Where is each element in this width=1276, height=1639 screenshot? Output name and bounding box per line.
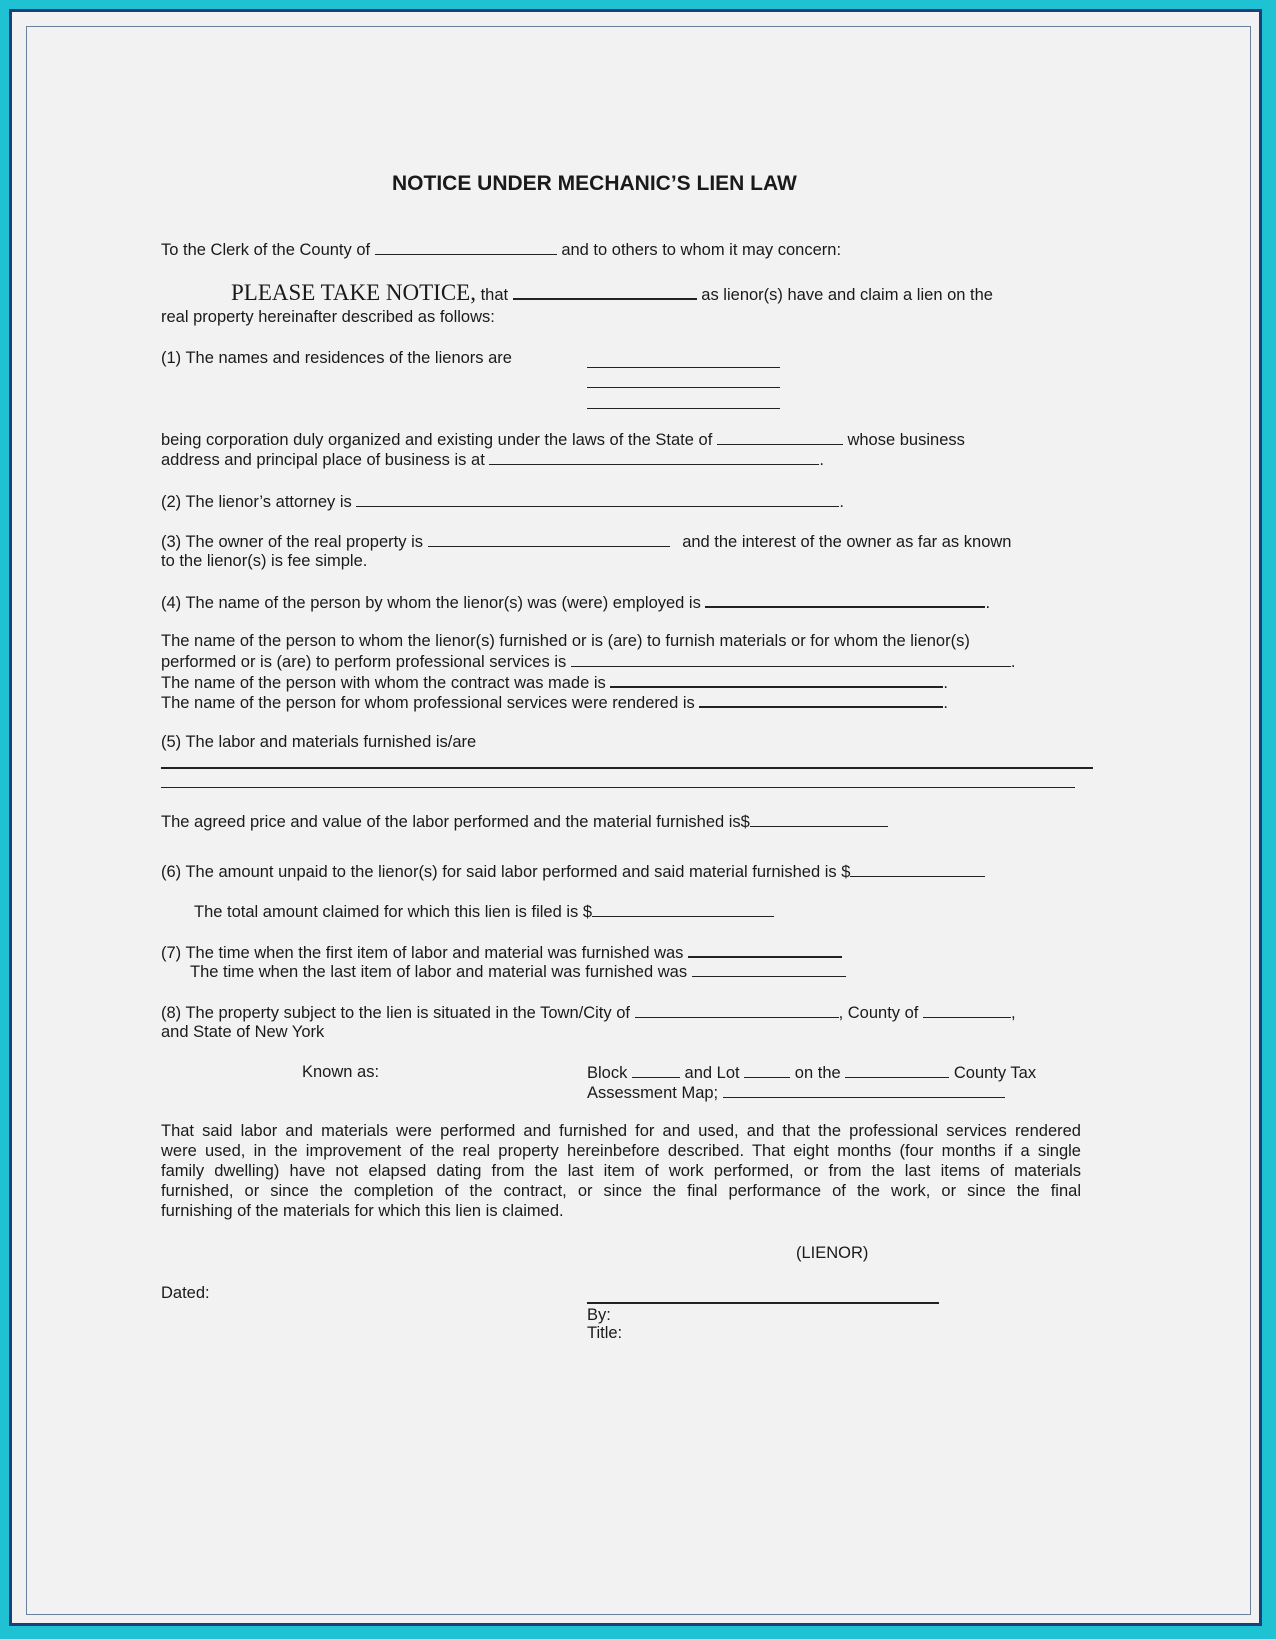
county-tax-label: County Tax	[953, 1064, 1037, 1082]
address-period: .	[819, 451, 824, 469]
price-line	[161, 811, 888, 832]
item4-period: .	[985, 594, 991, 612]
employer-field[interactable]	[705, 591, 985, 608]
tax-county-field[interactable]	[845, 1062, 949, 1078]
block-label: Block	[587, 1064, 628, 1082]
notice-comma: ,	[470, 280, 476, 305]
lienor-name-field-1[interactable]	[587, 367, 780, 368]
property-county-field[interactable]	[923, 1002, 1011, 1018]
furnished-line-4	[161, 691, 948, 713]
business-address-field[interactable]	[489, 449, 819, 465]
furnished-line-2	[161, 651, 1016, 672]
known-as-label: Known as:	[302, 1063, 380, 1081]
lienor-name-field-2[interactable]	[587, 387, 780, 388]
by-label: By:	[587, 1306, 611, 1324]
first-item-label: (7) The time when the first item of labor and material was furnished was	[161, 944, 684, 962]
labor-materials-field-2[interactable]	[161, 787, 1075, 788]
last-item-label: The time when the last item of labor and material was furnished was	[190, 963, 688, 981]
item4-label: (4) The name of the person by whom the lienor(s) was (were) employed is	[161, 594, 701, 612]
notice-that: that	[480, 286, 509, 304]
block-lot-line	[587, 1062, 1036, 1083]
notice-heading: PLEASE TAKE NOTICE	[231, 280, 471, 305]
furnished-period-2: .	[1010, 653, 1016, 671]
dated-label: Dated:	[161, 1284, 210, 1302]
item3-text-c: to the lienor(s) is fee simple.	[161, 552, 368, 570]
item2-line	[161, 491, 844, 512]
closing-line-4: furnished, or since the completion of the contract, or since the final performance of the work, or since the final	[161, 1182, 1081, 1200]
closing-line-3: family dwelling) have not elapsed dating from the last item of work performed, or from the last items of materials	[161, 1162, 1081, 1180]
labor-materials-field-1[interactable]	[161, 767, 1093, 769]
furnished-to-field[interactable]	[571, 651, 1011, 667]
services-person-field[interactable]	[699, 691, 943, 708]
item5-label: (5) The labor and materials furnished is/are	[161, 733, 477, 751]
last-item-line	[190, 961, 846, 982]
corporation-line	[161, 429, 965, 450]
total-label: The total amount claimed for which this lien is filed is $	[194, 903, 593, 921]
closing-line-1: That said labor and materials were performed and furnished for and used, and that the professional services rendered	[161, 1122, 1081, 1140]
item2-period: .	[839, 493, 844, 511]
item8-county-label: , County of	[838, 1004, 919, 1022]
assessment-map-field[interactable]	[723, 1082, 1005, 1098]
corporation-text-a: being corporation duly organized and existing under the laws of the State of	[161, 431, 713, 449]
amount-unpaid-field[interactable]	[850, 861, 985, 877]
corporation-text-b: whose business	[847, 431, 965, 449]
title-label: Title:	[587, 1324, 623, 1342]
intro-line	[161, 239, 841, 260]
item8-line	[161, 1002, 1016, 1023]
attorney-field[interactable]	[356, 491, 839, 507]
town-city-field[interactable]	[635, 1002, 839, 1018]
lot-field[interactable]	[744, 1062, 790, 1078]
address-line	[161, 449, 824, 470]
price-label: The agreed price and value of the labor performed and the material furnished is$	[161, 813, 750, 831]
intro-text-a: To the Clerk of the County of	[161, 241, 371, 259]
furnished-period-3: .	[943, 674, 948, 692]
item8-text-a: (8) The property subject to the lien is situated in the Town/City of	[161, 1004, 630, 1022]
state-of-new-york: and State of New York	[161, 1023, 325, 1041]
block-field[interactable]	[632, 1062, 680, 1078]
notice-line	[231, 280, 993, 305]
lienor-field[interactable]	[513, 283, 697, 300]
lienor-label: (LIENOR)	[796, 1244, 869, 1262]
item6-line	[161, 861, 985, 882]
assessment-map-label: Assessment Map;	[587, 1084, 719, 1102]
lot-label: and Lot	[684, 1064, 740, 1082]
lienor-name-field-3[interactable]	[587, 408, 780, 409]
item4-line	[161, 591, 990, 613]
item1-label: (1) The names and residences of the lienors are	[161, 349, 512, 367]
address-label: address and principal place of business is at	[161, 451, 485, 469]
furnished-period-4: .	[943, 694, 948, 712]
total-claimed-field[interactable]	[592, 901, 774, 917]
signature-line[interactable]	[587, 1302, 939, 1304]
item3-text-b: and the interest of the owner as far as known	[682, 533, 1012, 551]
on-the-label: on the	[794, 1064, 841, 1082]
notice-continued: real property hereinafter described as follows:	[161, 308, 495, 326]
furnished-text-3: The name of the person with whom the contract was made is	[161, 674, 606, 692]
state-field[interactable]	[717, 429, 843, 445]
last-item-date-field[interactable]	[692, 961, 846, 977]
item3-text-a: (3) The owner of the real property is	[161, 533, 423, 551]
item3-line	[161, 531, 1011, 552]
notice-claim: as lienor(s) have and claim a lien on the	[701, 286, 993, 304]
first-item-line	[161, 941, 842, 963]
assessment-map-line	[587, 1082, 1005, 1103]
furnished-line-1: The name of the person to whom the lienor(s) furnished or is (are) to furnish materials or for whom the lienor(s)	[161, 632, 970, 650]
document-page	[26, 26, 1251, 1615]
closing-line-5: furnishing of the materials for which this lien is claimed.	[161, 1202, 564, 1220]
furnished-text-2: performed or is (are) to perform professional services is	[161, 653, 567, 671]
item8-comma: ,	[1010, 1004, 1016, 1022]
county-field[interactable]	[375, 239, 557, 255]
furnished-text-4: The name of the person for whom professional services were rendered is	[161, 694, 695, 712]
closing-line-2: were used, in the improvement of the real property hereinbefore described. That eight months (four months if a single	[161, 1142, 1081, 1160]
document-title: NOTICE UNDER MECHANIC’S LIEN LAW	[392, 172, 797, 195]
total-line	[194, 901, 774, 922]
item2-label: (2) The lienor’s attorney is	[161, 493, 352, 511]
first-item-date-field[interactable]	[688, 941, 842, 958]
agreed-price-field[interactable]	[750, 811, 888, 827]
contract-person-field[interactable]	[610, 671, 943, 688]
document-frame	[9, 9, 1262, 1626]
item6-label: (6) The amount unpaid to the lienor(s) for said labor performed and said material furnished is $	[161, 863, 851, 881]
intro-text-b: and to others to whom it may concern:	[561, 241, 842, 259]
owner-field[interactable]	[428, 531, 670, 547]
furnished-line-3	[161, 671, 948, 693]
